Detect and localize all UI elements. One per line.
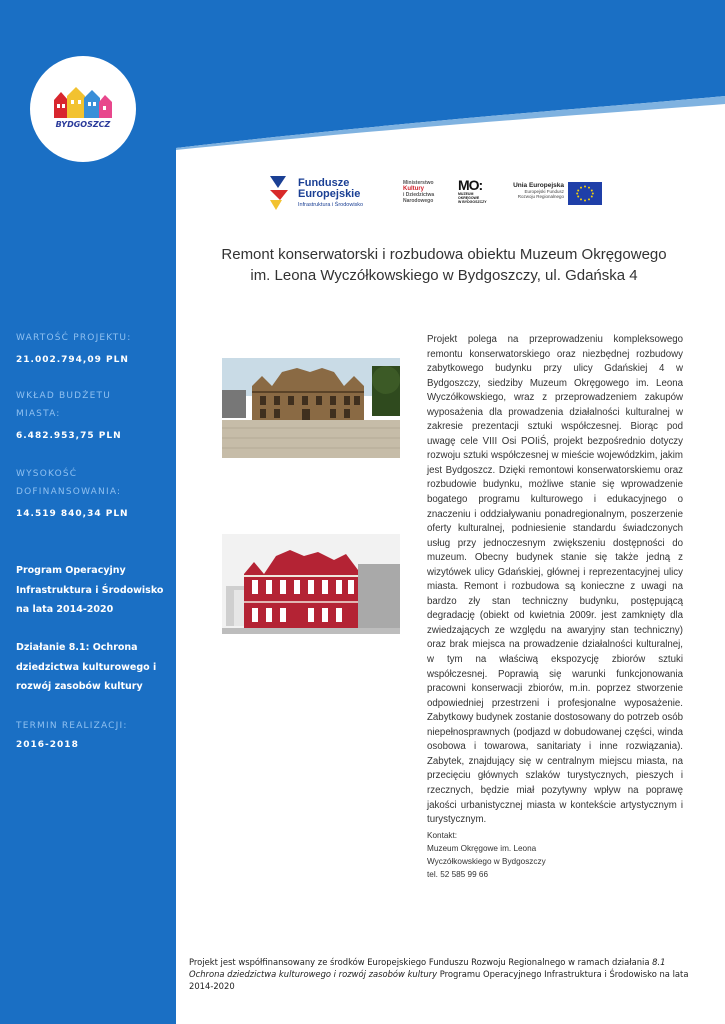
title-line-2: im. Leona Wyczółkowskiego w Bydgoszczy, ul. Gdańska 4: [250, 267, 638, 284]
fundusze-europejskie-icon: [268, 174, 292, 212]
museum-logo: [458, 178, 487, 204]
city-budget-block: [16, 387, 171, 445]
project-value: 21.002.794,09 PLN: [16, 355, 129, 365]
project-value-block: [16, 329, 171, 369]
footer-note: [189, 956, 689, 992]
eu-flag-icon: [568, 182, 602, 205]
museum-logo-line-2: OKRĘGOWE: [458, 196, 480, 200]
program-block: [16, 561, 171, 620]
fe-title-1: Fundusze: [298, 177, 350, 189]
funding-label-1: WYSOKOŚĆ: [16, 469, 78, 479]
sidebar: [0, 0, 176, 1024]
contact-line-2: Wyczółkowskiego w Bydgoszczy: [427, 857, 546, 866]
action-line: rozwój zasobów kultury: [16, 681, 143, 692]
fe-title-2: Europejskie: [298, 188, 361, 200]
contact-phone: tel. 52 585 99 66: [427, 870, 489, 879]
city-budget-label-2: MIASTA:: [16, 409, 61, 419]
museum-visualisation-image: [222, 534, 400, 634]
title-line-1: Remont konserwatorski i rozbudowa obiektu Muzeum Okręgowego: [221, 246, 667, 263]
contact-label: Kontakt:: [427, 831, 458, 840]
ministry-line-3: i Dziedzictwa: [403, 192, 435, 198]
bydgoszcz-logo: [30, 56, 136, 162]
funding-label-2: DOFINANSOWANIA:: [16, 487, 122, 497]
ministry-line-4: Narodowego: [403, 198, 434, 204]
footer-action-name: 8.1 Ochrona dziedzictwa kulturowego i rozwój zasobów kultury: [189, 957, 666, 979]
ministry-line-1: Ministerstwo: [403, 180, 434, 186]
fe-title: [298, 178, 360, 200]
bydgoszcz-logo-text: BYDGOSZCZ: [55, 120, 111, 129]
contact-block: [427, 829, 683, 881]
term-value: 2016-2018: [16, 740, 79, 750]
museum-logo-line-3: W BYDGOSZCZY: [458, 200, 487, 204]
funding-value: 14.519 840,34 PLN: [16, 509, 129, 519]
eu-sub-2: Rozwoju Regionalnego: [517, 194, 564, 199]
project-value-label: WARTOŚĆ PROJEKTU:: [16, 333, 132, 343]
project-description: Projekt polega na przeprowadzeniu kompleksowego remontu konserwatorskiego oraz niezbędnej rozbudowy zabytkowego budynku przy ulicy Gdańskiej 4 w Bydgoszczy, siedziby Muzeum Okręgowego im. Leona Wyczółkowskiego, wraz z przeprowadzeniem zakupów wyposażenia dla prowadzenia działalności kulturalnej w zakresie prezentacji sztuki współczesnej. Biorąc pod uwagę cele VIII Osi POIiŚ, projekt bezpośrednio dotyczy rozwoju sztuki współczesnej w mieście wojewódzkim, jakim jest Bydgoszcz. Dzięki remontowi konserwatorskiemu oraz rozbudowie budynku, możliwe stanie się wprowadzenie bogatego programu kulturowego i edukacyjnego o znaczeniu i oddziaływaniu ponadregionalnym, poszerzenie oferty kulturalnej, podniesienie standardu świadczonych usług przy jednoczesnym zwiększeniu dostępności do muzeum. Obecny budynek stanie się także jedną z wizytówek ulicy Gdańskiej, głównej i reprezentacyjnej ulicy miasta. Remont i rozbudowa są konieczne z uwagi na bardzo zły stan techniczny budynku, postępującą degradację (obiekt od kwietnia 2009r. jest zamknięty dla zwiedzających ze względu na awaryjny stan techniczny) oraz brak miejsca na prowadzenie działalności kulturalnej, w tym na właściwą ekspozycję zbiorów sztuki współczesnej. Poprawią się warunki funkcjonowania pracowni konserwacji zbiorów, m.in. poprzez stworzenie odpowiedniej przestrzeni i profesjonalne wyposażenie. Zabytkowy budynek zostanie dostosowany do potrzeb osób niepełnosprawnych (podjazd w dobudowanej części, winda osobowa i towarowa, sanitariaty i inne rozwiązania). Zabytek, znajdujący się w centralnym miejscu miasta, na przecięciu głównych szlaków turystycznych, pieszych i rzecznych, będzie miał pozytywny wpływ na poprawę jakości urbanistycznej miasta w kontekście artystycznym i turystycznym.: [427, 334, 683, 826]
header-swoosh: [176, 0, 725, 150]
program-line: Infrastruktura i Środowisko: [16, 584, 164, 596]
ministry-line-2: Kultury: [403, 186, 424, 192]
action-line: dziedzictwa kulturowego i: [16, 661, 157, 673]
program-line: Program Operacyjny: [16, 565, 126, 576]
museum-building-photo: [222, 358, 400, 458]
term-block: [16, 717, 171, 754]
funding-logos: [268, 172, 608, 216]
eu-sub-1: Europejski Fundusz: [524, 189, 564, 194]
eu-logo-text: [504, 182, 564, 199]
funding-block: [16, 465, 171, 523]
contact-line-1: Muzeum Okręgowe im. Leona: [427, 844, 537, 853]
city-budget-value: 6.482.953,75 PLN: [16, 431, 122, 441]
city-budget-label-1: WKŁAD BUDŻETU: [16, 391, 112, 401]
eu-title: Unia Europejska: [513, 182, 564, 189]
museum-logo-mark: MO:: [458, 177, 483, 193]
page-title: [196, 244, 692, 286]
houses-icon: [52, 84, 114, 120]
fe-subtitle: Infrastruktura i Środowisko: [298, 202, 364, 208]
term-label: TERMIN REALIZACJI:: [16, 721, 128, 731]
program-line: na lata 2014-2020: [16, 604, 114, 615]
action-block: [16, 638, 171, 697]
footer-part-1: Projekt jest współfinansowany ze środków Europejskiego Funduszu Rozwoju Regionalnego w ramach działania: [189, 957, 653, 967]
museum-logo-line-1: MUZEUM: [458, 192, 474, 196]
action-line: Działanie 8.1: Ochrona: [16, 642, 138, 653]
ministry-logo: [403, 180, 434, 204]
footer-part-2: Programu Operacyjnego Infrastruktura i Środowisko na lata 2014-2020: [189, 969, 689, 991]
